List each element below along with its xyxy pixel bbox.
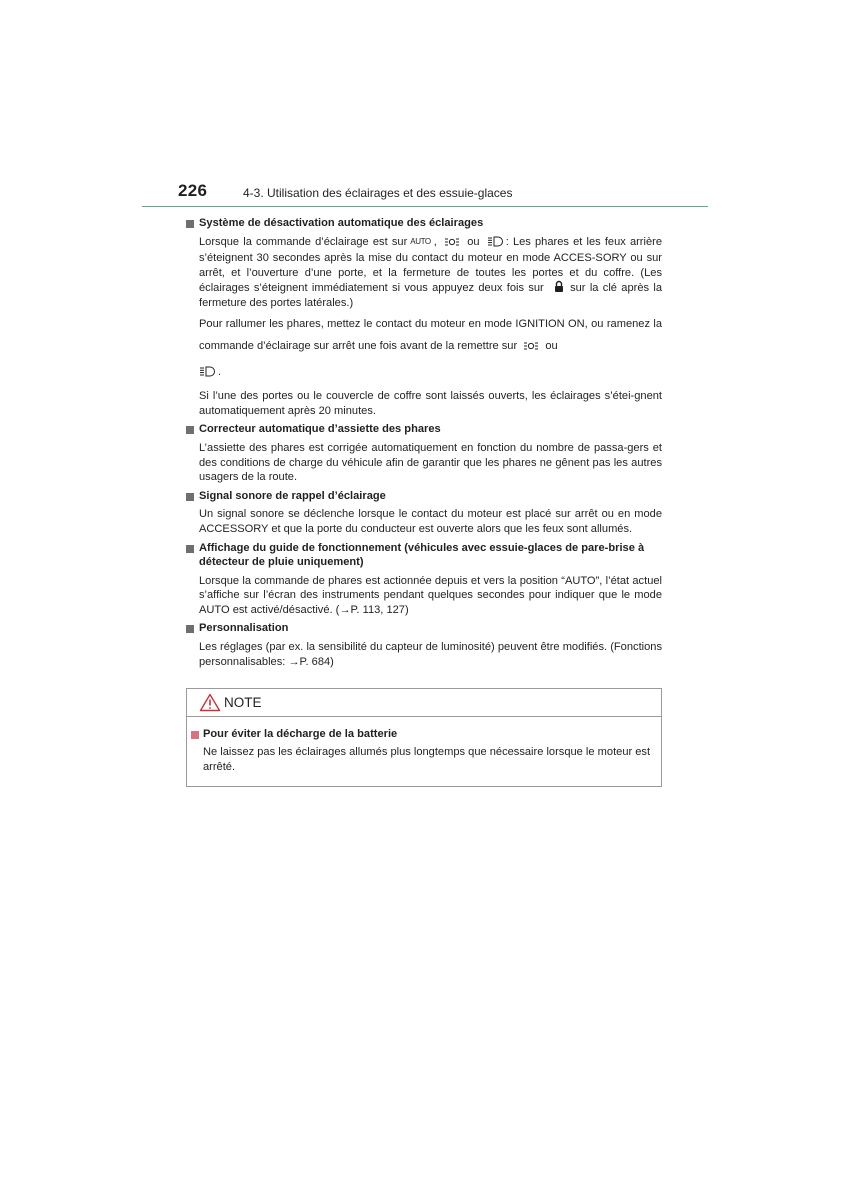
paragraph: Lorsque la commande d’éclairage est sur AUTO , ou : Les phares et les feux arrière s’éteignent 30 secondes après la mise du contact du moteur en mode ACCES-SORY ou sur arrêt, et l’ouverture d’une porte, et la fermeture de toutes les portes et du coffre. (Les éclairages s’éteignent immédiatement si vous appuyez deux fois sur sur la clé après la fermeture des portes latérales.) (199, 235, 663, 309)
chapter-title: 4-3. Utilisation des éclairages et des essuie-glaces (243, 186, 513, 200)
note-box (186, 688, 662, 787)
warning-triangle-icon (199, 693, 221, 717)
paragraph: Si l’une des portes ou le couvercle de coffre sont laissés ouverts, les éclairages s’étei-gnent automatiquement après 20 minutes. (199, 390, 662, 417)
square-bullet-icon (186, 493, 194, 501)
headlights-icon (487, 236, 503, 252)
square-bullet-icon (191, 731, 199, 739)
square-bullet-icon (186, 426, 194, 434)
tail-lights-icon (523, 341, 539, 356)
main-content (186, 216, 662, 673)
section-heading-operation-guide: Affichage du guide de fonctionnement (véhicules avec essuie-glaces de pare-brise à détecteur de pluie uniquement) (186, 541, 662, 570)
note-text: Ne laissez pas les éclairages allumés plus longtemps que nécessaire lorsque le moteur est arrêté. (203, 746, 651, 773)
square-bullet-icon (186, 545, 194, 553)
paragraph: Pour rallumer les phares, mettez le contact du moteur en mode IGNITION ON, ou ramenez la commande d’éclairage sur arrêt une fois avant de la remettre sur ou . (199, 313, 662, 382)
square-bullet-icon (186, 625, 194, 633)
section-heading-customization: Personnalisation (186, 621, 662, 636)
section-heading-leveling: Correcteur automatique d’assiette des phares (186, 422, 662, 437)
paragraph: Un signal sonore se déclenche lorsque le contact du moteur est placé sur arrêt ou en mode ACCESSORY et que la porte du conducteur est ouverte alors que les feux sont allumés. (199, 508, 662, 535)
paragraph: Les réglages (par ex. la sensibilité du capteur de luminosité) peuvent être modifiés. (Fonctions personnalisables: →P. 684) (199, 641, 662, 668)
note-title: NOTE (224, 695, 262, 710)
page-number: 226 (178, 181, 208, 200)
section-heading-reminder-buzzer: Signal sonore de rappel d’éclairage (186, 489, 662, 504)
section-heading-auto-off: Système de désactivation automatique des éclairages (186, 216, 662, 231)
square-bullet-icon (186, 220, 194, 228)
headlights-icon (199, 366, 215, 382)
auto-switch-icon: AUTO (410, 236, 431, 246)
header-rule (142, 206, 708, 207)
tail-lights-icon (444, 237, 460, 252)
paragraph: Lorsque la commande de phares est actionnée depuis et vers la position “AUTO”, l’état actuel s’affiche sur l’écran des instruments pendant quelques secondes pour indiquer que le mode AUTO est activé/désactivé. (→P. 113, 127) (199, 574, 662, 616)
paragraph: L’assiette des phares est corrigée automatiquement en fonction du nombre de passa-gers et des conditions de charge du véhicule afin de garantir que les phares ne gênent pas les autres usagers de la route. (199, 441, 662, 484)
note-subheading: Pour éviter la décharge de la batterie (191, 728, 397, 740)
note-header (187, 689, 661, 717)
lock-icon (553, 280, 565, 293)
